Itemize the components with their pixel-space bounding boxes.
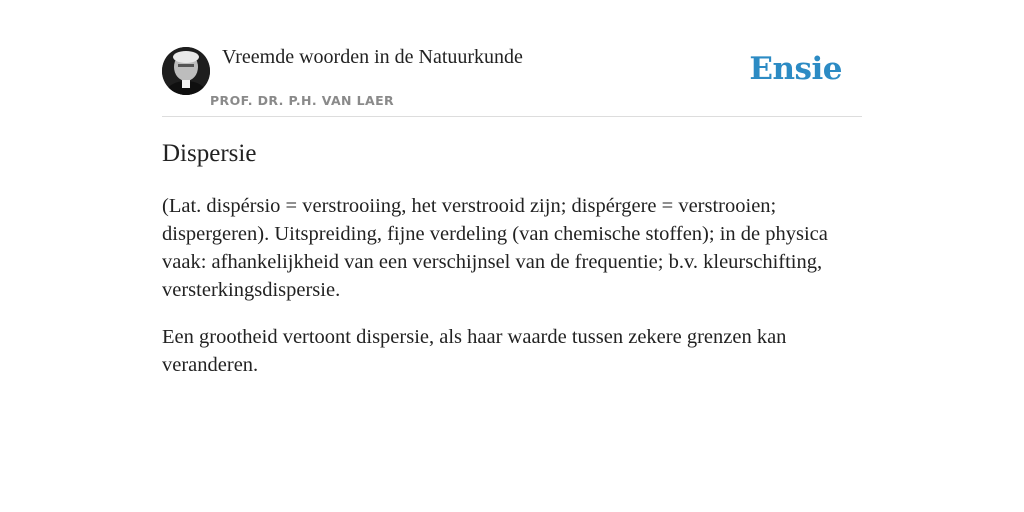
page-header <box>162 44 862 117</box>
book-title[interactable]: Vreemde woorden in de Natuurkunde <box>222 46 523 68</box>
author-portrait-icon <box>162 47 210 95</box>
brand-logo[interactable]: Ensie <box>749 51 842 87</box>
author-name[interactable]: PROF. DR. P.H. VAN LAER <box>210 93 395 108</box>
entry-paragraph: (Lat. dispérsio = verstrooiing, het verstrooid zijn; dispérgere = verstrooien; dispergeren). Uitspreiding, fijne verdeling (van chemische stoffen); in de physica vaak: afhankelijkheid van een verschijnsel van de frequentie; b.v. kleurschifting, versterkingsdispersie. <box>162 195 828 301</box>
entry-paragraph: Een grootheid vertoont dispersie, als haar waarde tussen zekere grenzen kan veranderen. <box>162 326 787 376</box>
entry-content <box>162 136 862 379</box>
author-avatar[interactable] <box>162 47 210 95</box>
entry-title: Dispersie <box>162 140 257 167</box>
